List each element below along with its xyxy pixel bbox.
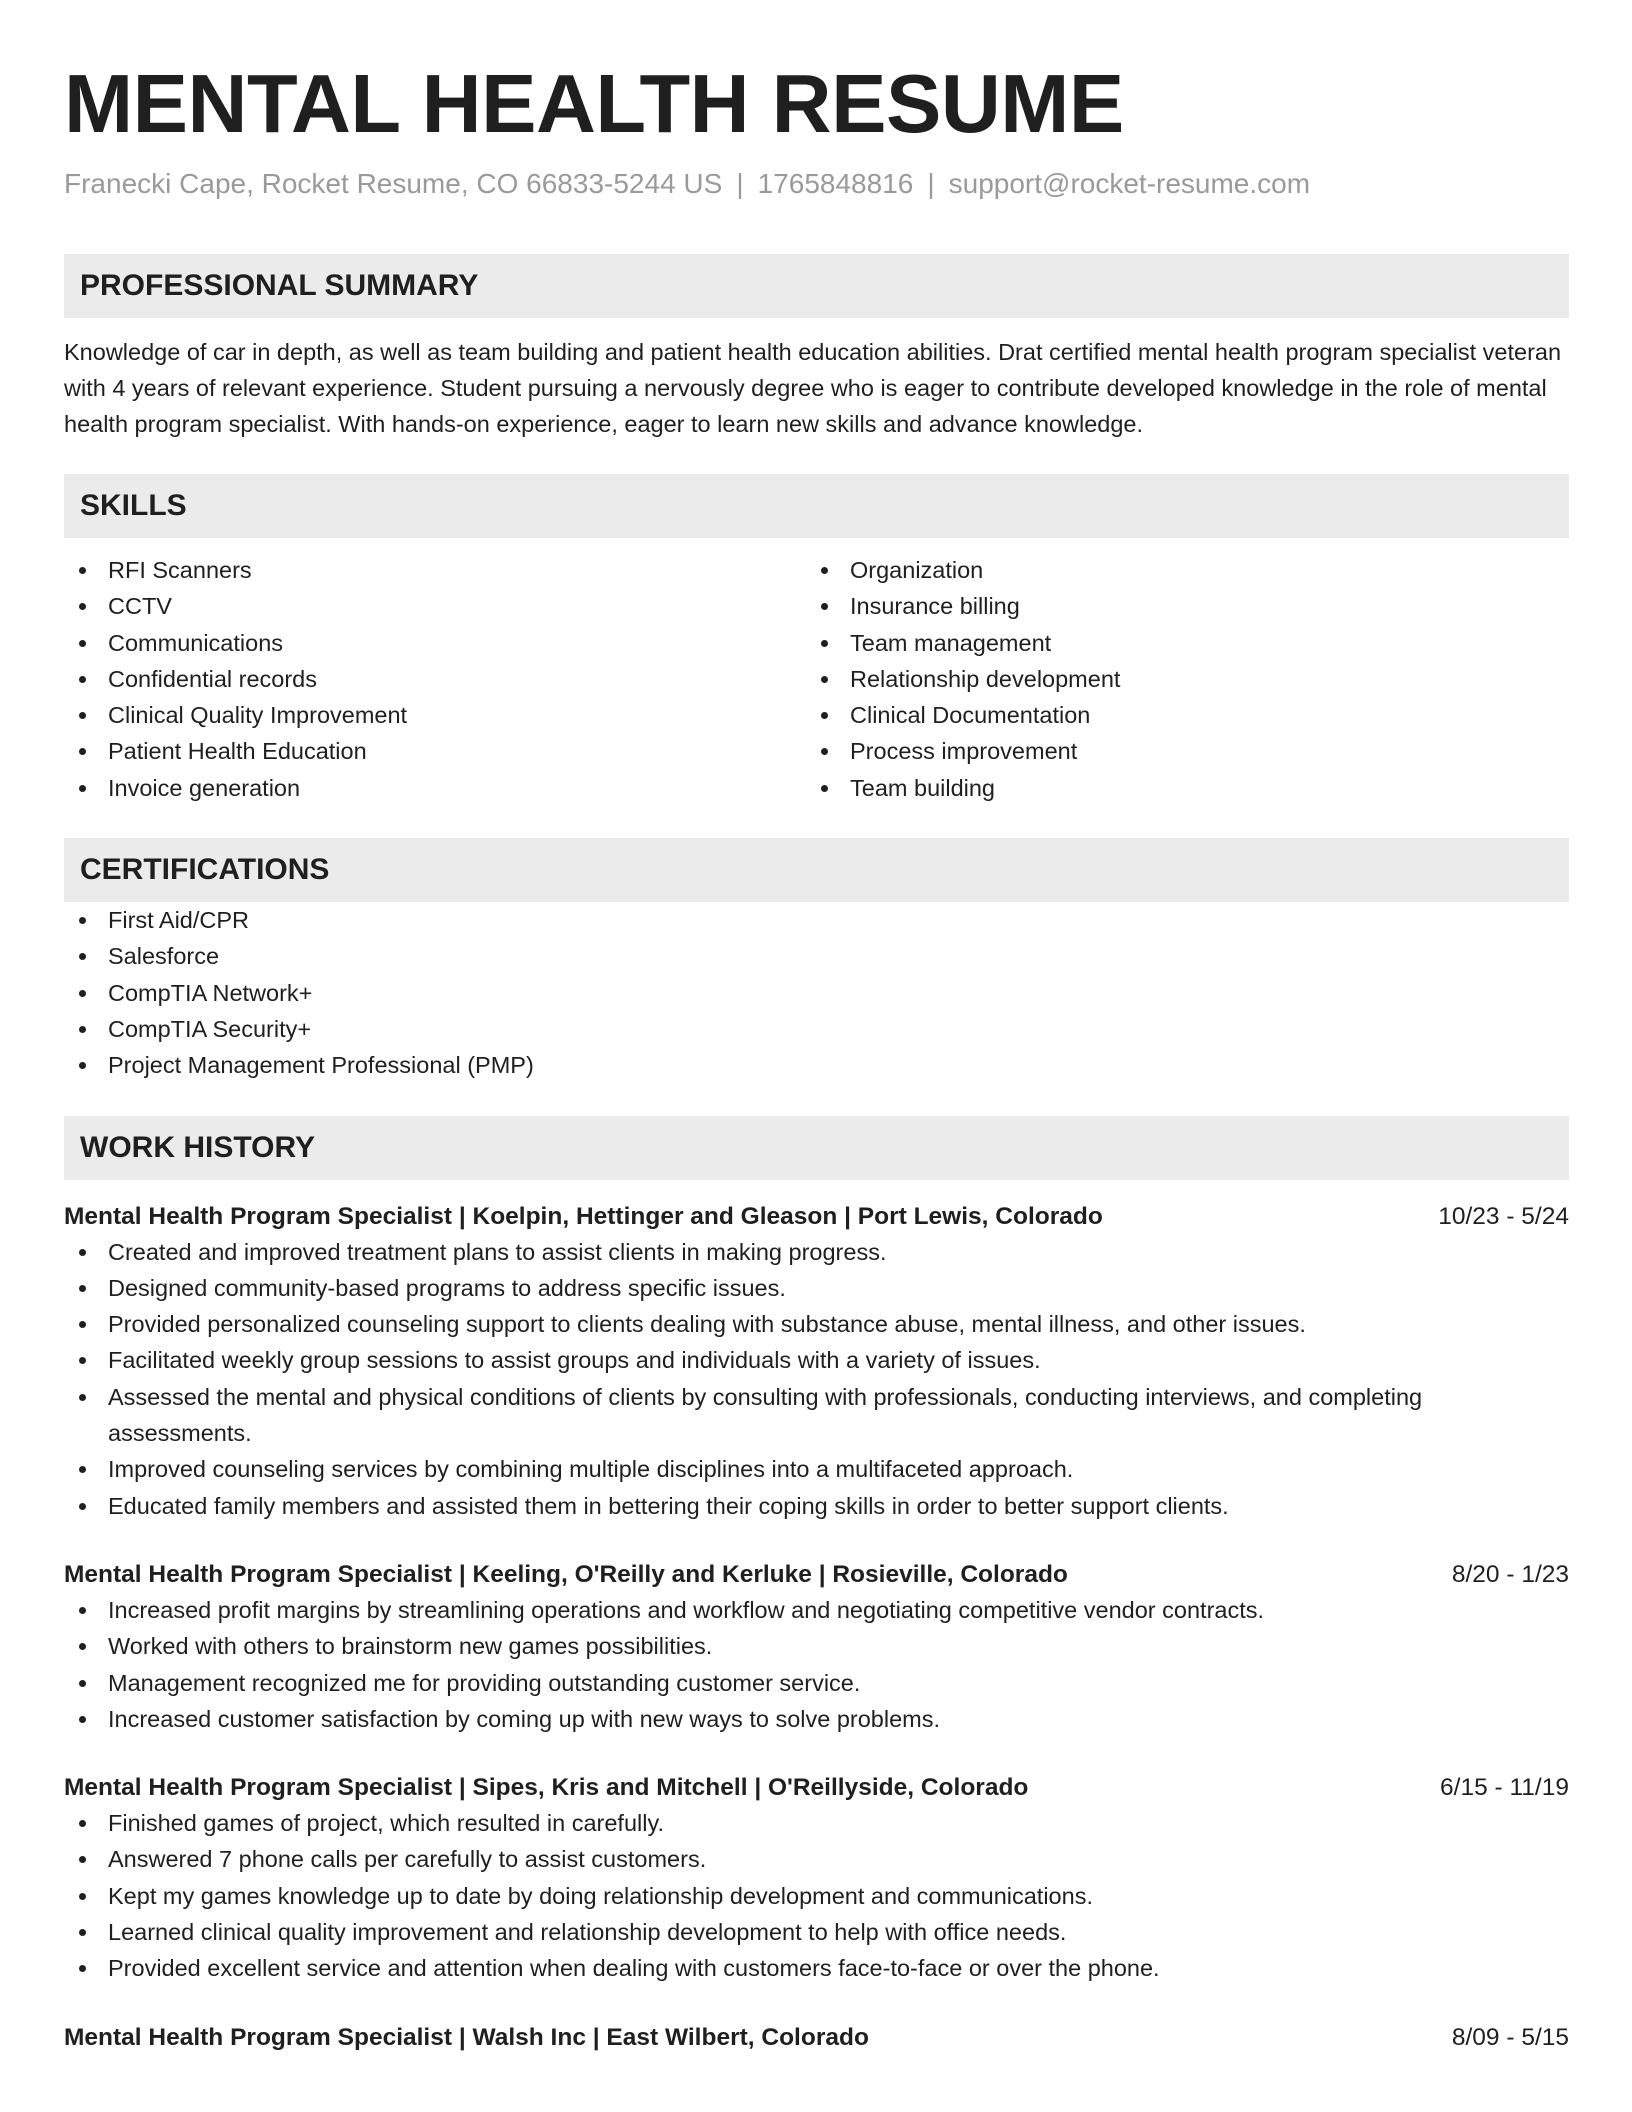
contact-address: Franecki Cape, Rocket Resume, CO 66833-5244 US: [64, 168, 723, 199]
contact-separator: |: [736, 168, 744, 199]
job-header: [64, 2021, 1569, 2055]
job-bullet: Provided personalized counseling support to clients dealing with substance abuse, mental illness, and other issues.: [64, 1306, 1569, 1342]
resume-title: MENTAL HEALTH RESUME: [64, 57, 1124, 150]
job-bullet: Management recognized me for providing outstanding customer service.: [64, 1665, 1569, 1701]
skill-item: Invoice generation: [64, 770, 806, 806]
job-header: [64, 1200, 1569, 1234]
job-header: [64, 1558, 1569, 1592]
job-bullet: Worked with others to brainstorm new games possibilities.: [64, 1628, 1569, 1664]
job-entry: [64, 1200, 1569, 1524]
job-bullet: Increased customer satisfaction by coming up with new ways to solve problems.: [64, 1701, 1569, 1737]
section-heading-work-history: WORK HISTORY: [64, 1116, 1569, 1180]
skill-item: Clinical Documentation: [806, 697, 1548, 733]
job-dates: 10/23 - 5/24: [1438, 1202, 1569, 1230]
section-heading-certifications: CERTIFICATIONS: [64, 838, 1569, 902]
certification-item: CompTIA Network+: [64, 975, 1569, 1011]
certification-item: First Aid/CPR: [64, 902, 1569, 938]
skill-item: Relationship development: [806, 661, 1548, 697]
skill-item: RFI Scanners: [64, 552, 806, 588]
certification-item: Project Management Professional (PMP): [64, 1047, 1569, 1083]
job-header: [64, 1771, 1569, 1805]
job-bullet: Kept my games knowledge up to date by doing relationship development and communications.: [64, 1878, 1569, 1914]
job-bullet: Finished games of project, which resulted in carefully.: [64, 1805, 1569, 1841]
skills-list-left: [64, 552, 806, 806]
job-bullets: [64, 1234, 1569, 1524]
skill-item: Team building: [806, 770, 1548, 806]
job-bullet: Learned clinical quality improvement and relationship development to help with office needs.: [64, 1914, 1569, 1950]
job-bullet: Facilitated weekly group sessions to assist groups and individuals with a variety of issues.: [64, 1342, 1569, 1378]
contact-line: [64, 166, 1569, 202]
contact-separator: |: [927, 168, 935, 199]
skill-item: Clinical Quality Improvement: [64, 697, 806, 733]
job-title: Mental Health Program Specialist | Sipes, Kris and Mitchell | O'Reillyside, Colorado: [64, 1774, 1029, 1802]
job-bullet: Designed community-based programs to address specific issues.: [64, 1270, 1569, 1306]
skills-list-right: [806, 552, 1548, 806]
skill-item: Confidential records: [64, 661, 806, 697]
skills-columns: [64, 552, 1569, 806]
job-bullet: Provided excellent service and attention when dealing with customers face-to-face or over the phone.: [64, 1950, 1569, 1986]
job-dates: 8/09 - 5/15: [1451, 2023, 1569, 2051]
job-entry: [64, 1558, 1569, 1737]
job-bullet: Educated family members and assisted them in bettering their coping skills in order to better support clients.: [64, 1488, 1569, 1524]
job-entry: [64, 2021, 1569, 2055]
skill-item: Communications: [64, 625, 806, 661]
certification-item: Salesforce: [64, 938, 1569, 974]
job-bullet: Answered 7 phone calls per carefully to assist customers.: [64, 1841, 1569, 1877]
certification-item: CompTIA Security+: [64, 1011, 1569, 1047]
skill-item: Organization: [806, 552, 1548, 588]
job-dates: 6/15 - 11/19: [1440, 1774, 1569, 1802]
certifications-list: [64, 902, 1569, 1083]
job-title: Mental Health Program Specialist | Keeling, O'Reilly and Kerluke | Rosieville, Colorado: [64, 1560, 1068, 1588]
contact-phone: 1765848816: [757, 168, 914, 199]
job-bullet: Assessed the mental and physical conditions of clients by consulting with professionals, conducting interviews, and completing assessments.: [64, 1379, 1569, 1452]
job-entry: [64, 1771, 1569, 1986]
section-heading-skills: SKILLS: [64, 474, 1569, 538]
job-title: Mental Health Program Specialist | Koelpin, Hettinger and Gleason | Port Lewis, Colorado: [64, 1202, 1103, 1230]
job-bullet: Improved counseling services by combining multiple disciplines into a multifaceted approach.: [64, 1451, 1569, 1487]
skill-item: Insurance billing: [806, 588, 1548, 624]
job-title: Mental Health Program Specialist | Walsh Inc | East Wilbert, Colorado: [64, 2023, 869, 2051]
job-bullet: Increased profit margins by streamlining operations and workflow and negotiating competitive vendor contracts.: [64, 1592, 1569, 1628]
skill-item: Team management: [806, 625, 1548, 661]
skill-item: Process improvement: [806, 733, 1548, 769]
skill-item: CCTV: [64, 588, 806, 624]
job-bullet: Created and improved treatment plans to assist clients in making progress.: [64, 1234, 1569, 1270]
summary-text: Knowledge of car in depth, as well as team building and patient health education abilities. Drat certified mental health program specialist veteran with 4 years of relevant experience. Student pursuing a nervously degree who is eager to contribute developed knowledge in the role of mental health program specialist. With hands-on experience, eager to learn new skills and advance knowledge.: [64, 339, 1562, 437]
job-dates: 8/20 - 1/23: [1451, 1560, 1569, 1588]
job-bullets: [64, 1592, 1569, 1737]
resume-page: [64, 58, 1569, 2055]
section-heading-summary: PROFESSIONAL SUMMARY: [64, 254, 1569, 318]
job-bullets: [64, 1805, 1569, 1986]
contact-email[interactable]: support@rocket-resume.com: [948, 168, 1311, 199]
skill-item: Patient Health Education: [64, 733, 806, 769]
